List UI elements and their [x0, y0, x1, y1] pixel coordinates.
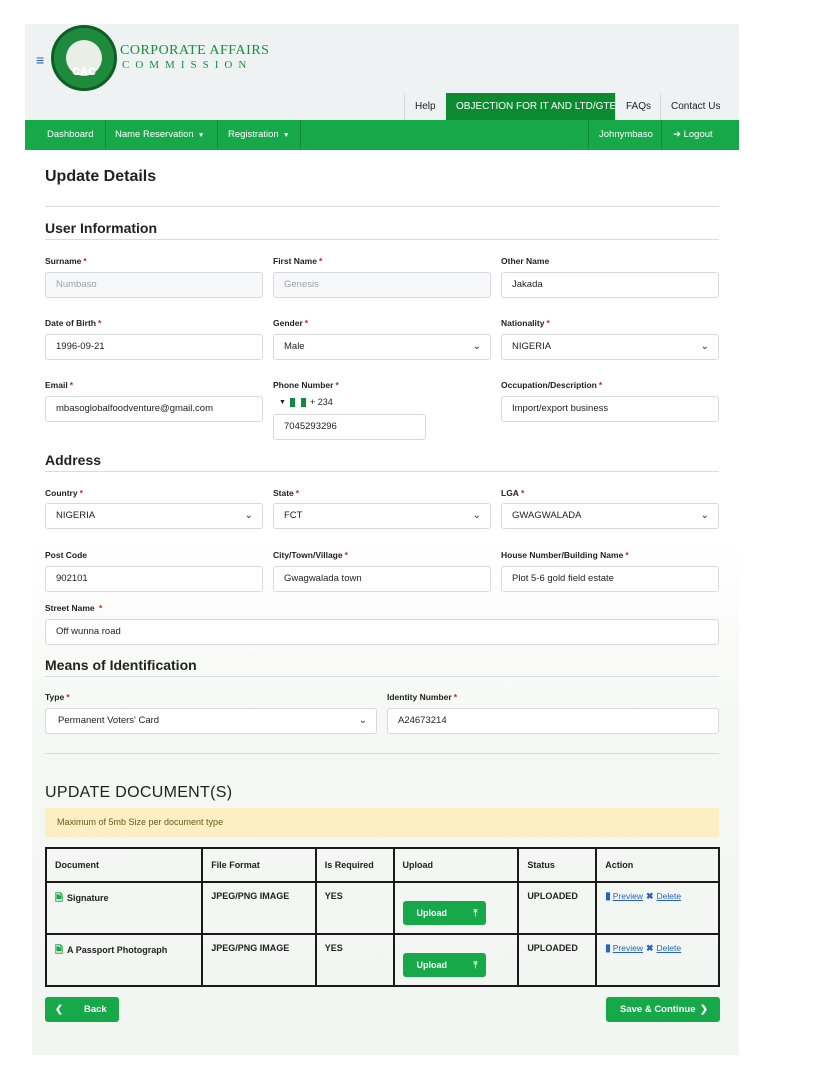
nav-registration[interactable]	[228, 120, 290, 151]
phone-country-code: + 234	[309, 397, 333, 407]
top-nav-objection[interactable]: OBJECTION FOR IT AND LTD/GTE	[446, 93, 615, 120]
nav-registration-label: Registration	[228, 129, 279, 140]
upload-button-label: Upload	[416, 960, 448, 970]
nav-divider	[588, 120, 589, 150]
logo-subtitle: COMMISSION	[122, 59, 253, 71]
chevron-down-icon: ⌄	[472, 341, 481, 352]
nav-divider	[105, 120, 106, 150]
id-type-value: Permanent Voters' Card	[58, 715, 160, 726]
page-title: Update Details	[45, 168, 157, 185]
table-row	[46, 882, 719, 934]
cac-seal-logo[interactable]	[51, 25, 117, 91]
email-field[interactable]: mbasoglobalfoodventure@gmail.com	[45, 396, 263, 422]
nigeria-flag-icon	[290, 398, 306, 407]
save-continue-button[interactable]	[606, 997, 720, 1022]
delete-link[interactable]: Delete	[656, 943, 682, 953]
upload-icon: ⤒	[473, 959, 478, 970]
email-label: Email *	[45, 380, 73, 390]
preview-link[interactable]: Preview	[612, 943, 643, 953]
chevron-down-icon: ⌄	[700, 510, 709, 521]
delete-link[interactable]: Delete	[656, 891, 682, 901]
top-nav-contact[interactable]: Contact Us	[660, 93, 738, 120]
id-number-field[interactable]: A24673214	[387, 708, 719, 734]
document-icon: 🗎	[55, 893, 64, 904]
dob-field[interactable]: 1996-09-21	[45, 334, 263, 360]
divider	[45, 206, 719, 207]
file-icon: ▮	[605, 943, 611, 954]
state-select[interactable]	[273, 503, 491, 529]
first-name-field: Genesis	[273, 272, 491, 298]
lga-label: LGA *	[501, 488, 525, 498]
city-label: City/Town/Village *	[273, 550, 348, 560]
gender-value: Male	[284, 341, 305, 352]
id-number-label: Identity Number *	[387, 692, 458, 702]
nav-user[interactable]: Johnymbaso	[599, 129, 653, 140]
nav-divider	[300, 120, 301, 150]
upload-cell	[394, 882, 519, 934]
section-update-documents: UPDATE DOCUMENT(S)	[45, 784, 233, 801]
phone-label: Phone Number *	[273, 380, 339, 390]
id-type-select[interactable]	[45, 708, 377, 734]
chevron-down-icon: ⌄	[244, 510, 253, 521]
country-label: Country *	[45, 488, 83, 498]
upload-cell	[394, 934, 519, 986]
size-notice: Maximum of 5mb Size per document type	[45, 808, 719, 837]
caret-down-icon: ▼	[197, 132, 205, 139]
status-cell: UPLOADED	[518, 882, 596, 934]
nav-name-reservation[interactable]	[115, 120, 205, 151]
first-name-label: First Name *	[273, 256, 323, 266]
back-button-label: Back	[84, 1004, 107, 1015]
dob-label: Date of Birth *	[45, 318, 102, 328]
table-header-row	[46, 848, 719, 882]
house-label: House Number/Building Name *	[501, 550, 629, 560]
nav-name-reservation-label: Name Reservation	[115, 129, 194, 140]
document-name-cell	[46, 882, 202, 934]
top-nav-help[interactable]: Help	[404, 93, 446, 120]
document-icon: 🗎	[55, 945, 64, 956]
chevron-down-icon: ⌄	[472, 510, 481, 521]
upload-button-label: Upload	[416, 908, 448, 918]
nationality-select[interactable]	[501, 334, 719, 360]
occupation-field[interactable]: Import/export business	[501, 396, 719, 422]
seal-text: CAC	[72, 66, 96, 78]
file-icon: ▮	[605, 891, 611, 902]
top-nav-faqs[interactable]: FAQs	[615, 93, 660, 120]
nav-dashboard[interactable]: Dashboard	[47, 129, 94, 140]
column-header: Action	[596, 848, 719, 882]
file-format-cell: JPEG/PNG IMAGE	[202, 882, 316, 934]
column-header: Upload	[394, 848, 519, 882]
chevron-down-icon: ⌄	[700, 341, 709, 352]
delete-x-icon[interactable]: ✖	[645, 943, 654, 953]
caret-down-icon: ▼	[282, 132, 290, 139]
country-select[interactable]	[45, 503, 263, 529]
logout-icon: ➜	[673, 129, 684, 140]
nationality-value: NIGERIA	[512, 341, 552, 352]
nav-logout-label: Logout	[683, 129, 713, 140]
section-identification: Means of Identification	[45, 657, 197, 673]
state-label: State *	[273, 488, 300, 498]
city-field[interactable]: Gwagwalada town	[273, 566, 491, 592]
upload-button[interactable]	[403, 901, 486, 925]
document-name: A Passport Photograph	[67, 945, 168, 955]
document-name-cell	[46, 934, 202, 986]
action-cell	[596, 934, 719, 986]
nationality-label: Nationality *	[501, 318, 550, 328]
column-header: Document	[46, 848, 202, 882]
column-header: Status	[518, 848, 596, 882]
upload-button[interactable]	[403, 953, 486, 977]
save-button-label: Save & Continue	[620, 1004, 696, 1015]
id-type-label: Type *	[45, 692, 70, 702]
chevron-down-icon: ⌄	[358, 715, 367, 726]
section-address: Address	[45, 452, 102, 468]
section-user-information: User Information	[45, 220, 158, 236]
caret-down-icon: ▼	[279, 398, 286, 406]
state-value: FCT	[284, 510, 303, 521]
top-nav	[404, 93, 738, 120]
house-field[interactable]: Plot 5-6 gold field estate	[501, 566, 719, 592]
street-label: Street Name *	[45, 603, 103, 613]
nav-divider	[661, 120, 662, 150]
table-row	[46, 934, 719, 986]
other-name-label: Other Name	[501, 256, 550, 266]
occupation-label: Occupation/Description *	[501, 380, 603, 390]
chevron-right-icon: ❯	[700, 1004, 708, 1015]
column-header: Is Required	[316, 848, 394, 882]
status-cell: UPLOADED	[518, 934, 596, 986]
action-cell	[596, 882, 719, 934]
back-button[interactable]	[45, 997, 119, 1022]
preview-link[interactable]: Preview	[612, 891, 643, 901]
divider	[45, 471, 719, 472]
post-code-field[interactable]: 902101	[45, 566, 263, 592]
upload-icon: ⤒	[473, 907, 478, 918]
street-field[interactable]: Off wunna road	[45, 619, 719, 645]
gender-label: Gender *	[273, 318, 309, 328]
post-code-label: Post Code	[45, 550, 88, 560]
country-code-selector[interactable]	[279, 397, 333, 407]
main-nav	[25, 120, 739, 150]
logo-title: CORPORATE AFFAIRS	[120, 43, 270, 58]
gender-select[interactable]	[273, 334, 491, 360]
divider	[45, 753, 719, 754]
nav-logout[interactable]	[673, 120, 713, 150]
other-name-field[interactable]: Jakada	[501, 272, 719, 298]
lga-value: GWAGWALADA	[512, 510, 582, 521]
nav-divider	[217, 120, 218, 150]
document-name: Signature	[67, 893, 109, 903]
country-value: NIGERIA	[56, 510, 96, 521]
file-format-cell: JPEG/PNG IMAGE	[202, 934, 316, 986]
column-header: File Format	[202, 848, 316, 882]
surname-field: Numbaso	[45, 272, 263, 298]
phone-field[interactable]: 7045293296	[273, 414, 426, 440]
divider	[45, 676, 719, 677]
surname-label: Surname *	[45, 256, 87, 266]
documents-table	[45, 847, 720, 987]
lga-select[interactable]	[501, 503, 719, 529]
menu-icon[interactable]: ≡	[36, 52, 45, 68]
chevron-left-icon: ❮	[55, 1004, 63, 1015]
delete-x-icon[interactable]: ✖	[645, 891, 654, 901]
required-cell: YES	[316, 934, 394, 986]
required-cell: YES	[316, 882, 394, 934]
divider	[45, 239, 719, 240]
